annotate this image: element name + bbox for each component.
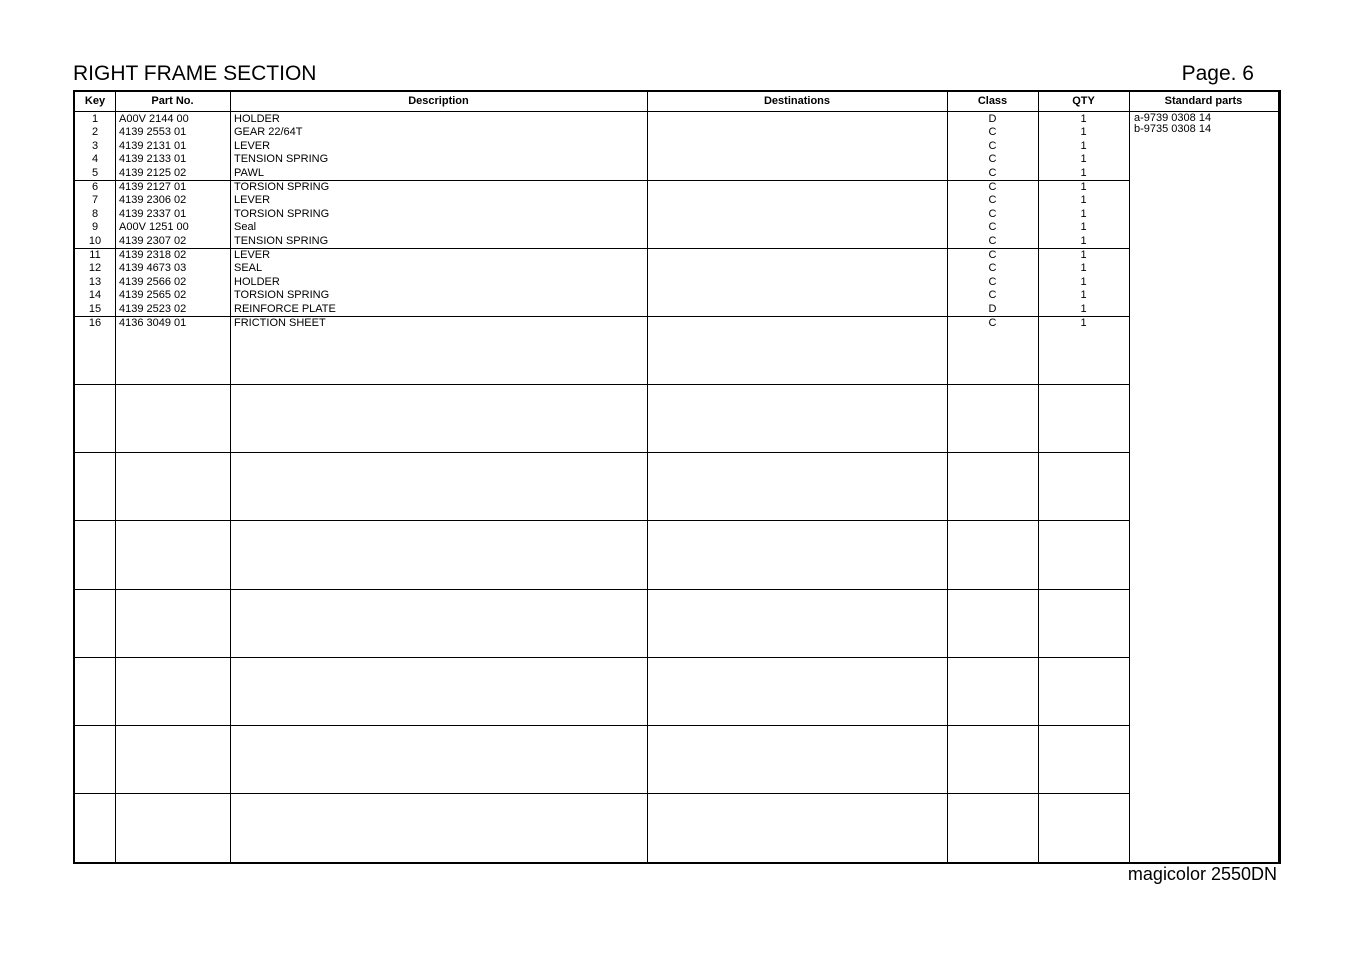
cell-class: D: [988, 302, 997, 315]
group-divider: [75, 384, 1129, 385]
cell-part-no: 4139 2125 02: [119, 166, 187, 179]
column-divider: [230, 92, 231, 862]
cell-part-no: 4139 2565 02: [119, 289, 187, 302]
cell-part-no: 4139 4673 03: [119, 262, 187, 275]
cell-description: TENSION SPRING: [234, 153, 329, 166]
cell-qty: 1: [1080, 180, 1087, 193]
parts-table: [73, 90, 1281, 864]
cell-description: LEVER: [234, 194, 271, 207]
col-class-header: Class: [977, 95, 1008, 107]
cell-qty: 1: [1080, 126, 1087, 139]
cell-class: C: [988, 207, 997, 220]
cell-part-no: 4139 2566 02: [119, 275, 187, 288]
cell-class: C: [988, 248, 997, 261]
cell-part-no: 4139 2553 01: [119, 126, 187, 139]
cell-key: 11: [89, 248, 101, 261]
cell-class: C: [988, 153, 997, 166]
group-divider: [75, 793, 1129, 794]
cell-class: C: [988, 221, 997, 234]
cell-description: FRICTION SHEET: [234, 316, 326, 329]
cell-key: 15: [88, 302, 102, 315]
group-divider: [75, 657, 1129, 658]
standard-part-item: a-9739 0308 14: [1134, 112, 1212, 124]
group-divider: [75, 520, 1129, 521]
column-divider: [115, 92, 116, 862]
cell-description: PAWL: [234, 166, 264, 179]
cell-qty: 1: [1080, 302, 1087, 315]
col-standard-parts-header: Standard parts: [1164, 95, 1243, 107]
cell-key: 8: [91, 207, 99, 220]
cell-key: 16: [88, 316, 102, 329]
cell-class: C: [988, 194, 997, 207]
cell-description: TORSION SPRING: [234, 180, 330, 193]
cell-key: 10: [88, 234, 102, 247]
group-divider: [75, 725, 1129, 726]
cell-qty: 1: [1080, 207, 1087, 220]
col-description-header: Description: [408, 95, 469, 107]
cell-description: Seal: [234, 221, 257, 234]
cell-description: REINFORCE PLATE: [234, 302, 336, 315]
cell-key: 3: [91, 139, 99, 152]
column-divider: [647, 92, 648, 862]
cell-key: 7: [91, 194, 99, 207]
cell-class: C: [988, 275, 997, 288]
cell-key: 2: [91, 126, 99, 139]
cell-description: TENSION SPRING: [234, 234, 329, 247]
cell-description: TORSION SPRING: [234, 207, 330, 220]
cell-part-no: 4139 2523 02: [119, 302, 187, 315]
cell-part-no: 4139 2337 01: [119, 207, 187, 220]
cell-class: D: [988, 112, 997, 125]
cell-part-no: A00V 1251 00: [119, 221, 189, 234]
cell-qty: 1: [1080, 262, 1087, 275]
cell-qty: 1: [1080, 234, 1087, 247]
page-title: RIGHT FRAME SECTION: [73, 62, 317, 85]
cell-class: C: [988, 139, 997, 152]
cell-qty: 1: [1080, 166, 1087, 179]
col-qty-header: QTY: [1072, 95, 1095, 107]
cell-key: 13: [88, 275, 102, 288]
cell-part-no: 4139 2318 02: [119, 248, 187, 261]
cell-class: C: [988, 316, 997, 329]
cell-description: SEAL: [234, 262, 263, 275]
table-header: [75, 92, 1278, 112]
cell-part-no: 4139 2306 02: [119, 194, 187, 207]
cell-part-no: 4139 2131 01: [119, 139, 187, 152]
col-destinations-header: Destinations: [763, 95, 830, 107]
cell-class: C: [988, 126, 997, 139]
cell-class: C: [988, 234, 997, 247]
model-name: magicolor 2550DN: [1127, 864, 1277, 884]
cell-qty: 1: [1080, 153, 1087, 166]
cell-class: C: [988, 180, 997, 193]
cell-key: 5: [91, 166, 99, 179]
cell-part-no: 4139 2307 02: [119, 234, 187, 247]
cell-key: 4: [91, 153, 99, 166]
col-part-no-header: Part No.: [151, 95, 194, 107]
cell-qty: 1: [1080, 221, 1087, 234]
cell-qty: 1: [1080, 289, 1087, 302]
cell-part-no: 4136 3049 01: [119, 316, 187, 329]
cell-description: HOLDER: [234, 112, 280, 125]
group-divider: [75, 589, 1129, 590]
cell-part-no: 4139 2133 01: [119, 153, 187, 166]
cell-description: LEVER: [234, 248, 271, 261]
page-number: Page. 6: [1181, 62, 1254, 85]
cell-qty: 1: [1080, 139, 1087, 152]
cell-class: C: [988, 166, 997, 179]
cell-qty: 1: [1080, 194, 1087, 207]
column-divider: [1129, 92, 1130, 862]
cell-class: C: [988, 289, 997, 302]
cell-part-no: 4139 2127 01: [119, 180, 187, 193]
cell-qty: 1: [1080, 248, 1087, 261]
cell-description: GEAR 22/64T: [234, 126, 303, 139]
cell-description: TORSION SPRING: [234, 289, 330, 302]
cell-key: 9: [91, 221, 99, 234]
cell-key: 12: [88, 262, 102, 275]
cell-key: 6: [91, 180, 99, 193]
cell-key: 14: [88, 289, 102, 302]
col-key-header: Key: [84, 95, 106, 107]
cell-key: 1: [91, 112, 99, 125]
cell-description: HOLDER: [234, 275, 280, 288]
standard-parts-list: [1134, 113, 1211, 135]
cell-qty: 1: [1080, 275, 1087, 288]
cell-class: C: [988, 262, 997, 275]
cell-qty: 1: [1080, 112, 1087, 125]
group-divider: [75, 452, 1129, 453]
cell-description: LEVER: [234, 139, 271, 152]
standard-part-item: b-9735 0308 14: [1134, 123, 1212, 135]
cell-qty: 1: [1080, 316, 1087, 329]
cell-part-no: A00V 2144 00: [119, 112, 189, 125]
